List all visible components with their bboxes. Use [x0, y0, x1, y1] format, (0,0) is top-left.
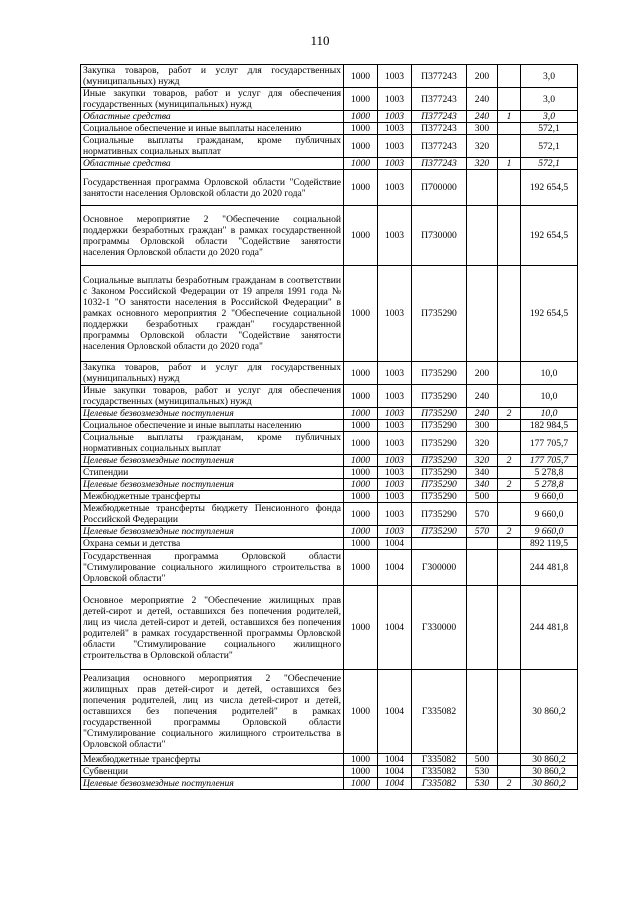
row-name-cell: Стипендии	[81, 467, 344, 479]
section-code-cell: 1000	[344, 362, 378, 385]
amount-cell: 3,0	[521, 88, 578, 111]
target-article-cell: П377243	[412, 123, 467, 135]
section-code-cell: 1000	[344, 88, 378, 111]
target-article-cell: П735290	[412, 266, 467, 362]
amount-cell: 572,1	[521, 158, 578, 170]
table-row	[81, 455, 578, 467]
row-name-cell: Целевые безвозмездные поступления	[81, 408, 344, 420]
table-row	[81, 123, 578, 135]
row-name-cell: Закупка товаров, работ и услуг для государственных (муниципальных) нужд	[81, 362, 344, 385]
funding-source-cell	[498, 467, 521, 479]
subsection-code-cell: 1003	[378, 65, 412, 88]
row-name-cell: Иные закупки товаров, работ и услуг для обеспечения государственных (муниципальных) нужд	[81, 88, 344, 111]
subsection-code-cell: 1003	[378, 111, 412, 123]
subsection-code-cell: 1003	[378, 123, 412, 135]
target-article-cell: П735290	[412, 526, 467, 538]
amount-cell: 30 860,2	[521, 778, 578, 790]
table-row	[81, 754, 578, 766]
target-article-cell: П735290	[412, 455, 467, 467]
expense-type-cell: 240	[467, 111, 498, 123]
amount-cell: 244 481,8	[521, 550, 578, 586]
amount-cell: 572,1	[521, 123, 578, 135]
section-code-cell: 1000	[344, 586, 378, 670]
funding-source-cell	[498, 362, 521, 385]
target-article-cell: П735290	[412, 503, 467, 526]
section-code-cell: 1000	[344, 123, 378, 135]
subsection-code-cell: 1004	[378, 550, 412, 586]
amount-cell: 9 660,0	[521, 491, 578, 503]
expense-type-cell	[467, 206, 498, 266]
subsection-code-cell: 1003	[378, 432, 412, 455]
table-row	[81, 503, 578, 526]
row-name-cell: Социальные выплаты гражданам, кроме публичных нормативных социальных выплат	[81, 135, 344, 158]
amount-cell: 192 654,5	[521, 266, 578, 362]
funding-source-cell	[498, 754, 521, 766]
subsection-code-cell: 1003	[378, 170, 412, 206]
amount-cell: 30 860,2	[521, 670, 578, 754]
section-code-cell: 1000	[344, 670, 378, 754]
expense-type-cell: 570	[467, 503, 498, 526]
expense-type-cell: 530	[467, 778, 498, 790]
subsection-code-cell: 1003	[378, 385, 412, 408]
table-row	[81, 432, 578, 455]
subsection-code-cell: 1003	[378, 408, 412, 420]
funding-source-cell: 2	[498, 778, 521, 790]
expense-type-cell: 340	[467, 467, 498, 479]
target-article-cell: П700000	[412, 170, 467, 206]
target-article-cell: Г300000	[412, 550, 467, 586]
section-code-cell: 1000	[344, 111, 378, 123]
expense-type-cell: 300	[467, 123, 498, 135]
row-name-cell: Областные средства	[81, 111, 344, 123]
subsection-code-cell: 1003	[378, 467, 412, 479]
funding-source-cell	[498, 170, 521, 206]
table-row	[81, 550, 578, 586]
section-code-cell: 1000	[344, 135, 378, 158]
target-article-cell: П735290	[412, 467, 467, 479]
row-name-cell: Социальные выплаты безработным гражданам в соответствии с Законом Российской Федерации от 19 апреля 1991 года № 1032-1 "О занятости населения в Российской Федерации" в рамках основного мероприятия 2 "Обеспечение социальной поддержки безработных граждан" государственной программы Орловской области "Содействие занятости населения Орловской области до 2020 года"	[81, 266, 344, 362]
table-row	[81, 538, 578, 550]
target-article-cell: П735290	[412, 408, 467, 420]
row-name-cell: Государственная программа Орловской области "Стимулирование социального жилищного строительства в Орловской области"	[81, 550, 344, 586]
budget-table	[80, 64, 578, 790]
section-code-cell: 1000	[344, 766, 378, 778]
table-row	[81, 408, 578, 420]
row-name-cell: Основное мероприятие 2 "Обеспечение жилищных прав детей-сирот и детей, оставшихся без попечения родителей, лиц из числа детей-сирот и детей, оставшихся без попечения родителей" в рамках государственной программы Орловской области "Стимулирование социального жилищного строительства в Орловской области"	[81, 586, 344, 670]
amount-cell: 10,0	[521, 385, 578, 408]
expense-type-cell: 200	[467, 65, 498, 88]
row-name-cell: Реализация основного мероприятия 2 "Обеспечение жилищных прав детей-сирот и детей, оставшихся без попечения родителей, лиц из числа детей-сирот и детей, оставшихся без попечения родителей" в рамках государственной программы Орловской области "Стимулирование социального жилищного строительства в Орловской области"	[81, 670, 344, 754]
target-article-cell: Г335082	[412, 778, 467, 790]
subsection-code-cell: 1003	[378, 479, 412, 491]
funding-source-cell	[498, 420, 521, 432]
target-article-cell: П730000	[412, 206, 467, 266]
funding-source-cell: 2	[498, 526, 521, 538]
table-row	[81, 135, 578, 158]
expense-type-cell	[467, 670, 498, 754]
target-article-cell: П735290	[412, 362, 467, 385]
section-code-cell: 1000	[344, 479, 378, 491]
section-code-cell: 1000	[344, 266, 378, 362]
row-name-cell: Иные закупки товаров, работ и услуг для обеспечения государственных (муниципальных) нужд	[81, 385, 344, 408]
expense-type-cell: 320	[467, 432, 498, 455]
row-name-cell: Закупка товаров, работ и услуг для государственных (муниципальных) нужд	[81, 65, 344, 88]
subsection-code-cell: 1003	[378, 206, 412, 266]
row-name-cell: Областные средства	[81, 158, 344, 170]
row-name-cell: Социальное обеспечение и иные выплаты населению	[81, 123, 344, 135]
subsection-code-cell: 1003	[378, 455, 412, 467]
expense-type-cell: 570	[467, 526, 498, 538]
expense-type-cell	[467, 538, 498, 550]
table-row	[81, 670, 578, 754]
row-name-cell: Основное мероприятие 2 "Обеспечение социальной поддержки безработных граждан" в рамках государственной программы Орловской области "Содействие занятости населения Орловской области до 2020 года"	[81, 206, 344, 266]
expense-type-cell: 500	[467, 491, 498, 503]
section-code-cell: 1000	[344, 170, 378, 206]
subsection-code-cell: 1004	[378, 670, 412, 754]
amount-cell: 892 119,5	[521, 538, 578, 550]
amount-cell: 9 660,0	[521, 503, 578, 526]
table-row	[81, 420, 578, 432]
funding-source-cell: 1	[498, 158, 521, 170]
expense-type-cell: 320	[467, 455, 498, 467]
section-code-cell: 1000	[344, 408, 378, 420]
funding-source-cell	[498, 491, 521, 503]
section-code-cell: 1000	[344, 538, 378, 550]
row-name-cell: Целевые безвозмездные поступления	[81, 778, 344, 790]
amount-cell: 572,1	[521, 135, 578, 158]
table-row	[81, 206, 578, 266]
funding-source-cell	[498, 385, 521, 408]
subsection-code-cell: 1003	[378, 526, 412, 538]
target-article-cell: П377243	[412, 158, 467, 170]
funding-source-cell	[498, 266, 521, 362]
target-article-cell	[412, 538, 467, 550]
target-article-cell: П377243	[412, 111, 467, 123]
table-row	[81, 467, 578, 479]
funding-source-cell: 2	[498, 479, 521, 491]
amount-cell: 5 278,8	[521, 479, 578, 491]
budget-table-body	[81, 65, 578, 790]
funding-source-cell: 2	[498, 455, 521, 467]
table-row	[81, 491, 578, 503]
funding-source-cell	[498, 135, 521, 158]
section-code-cell: 1000	[344, 206, 378, 266]
section-code-cell: 1000	[344, 503, 378, 526]
row-name-cell: Межбюджетные трансферты	[81, 491, 344, 503]
section-code-cell: 1000	[344, 65, 378, 88]
expense-type-cell: 300	[467, 420, 498, 432]
section-code-cell: 1000	[344, 420, 378, 432]
target-article-cell: П377243	[412, 135, 467, 158]
funding-source-cell	[498, 670, 521, 754]
target-article-cell: П735290	[412, 491, 467, 503]
target-article-cell: Г335082	[412, 754, 467, 766]
expense-type-cell: 200	[467, 362, 498, 385]
section-code-cell: 1000	[344, 491, 378, 503]
funding-source-cell	[498, 88, 521, 111]
table-row	[81, 170, 578, 206]
row-name-cell: Межбюджетные трансферты бюджету Пенсионного фонда Российской Федерации	[81, 503, 344, 526]
expense-type-cell: 530	[467, 766, 498, 778]
subsection-code-cell: 1004	[378, 538, 412, 550]
amount-cell: 10,0	[521, 362, 578, 385]
section-code-cell: 1000	[344, 158, 378, 170]
amount-cell: 9 660,0	[521, 526, 578, 538]
subsection-code-cell: 1003	[378, 158, 412, 170]
expense-type-cell: 320	[467, 135, 498, 158]
target-article-cell: Г335082	[412, 670, 467, 754]
section-code-cell: 1000	[344, 754, 378, 766]
table-row	[81, 526, 578, 538]
expense-type-cell: 500	[467, 754, 498, 766]
section-code-cell: 1000	[344, 526, 378, 538]
row-name-cell: Государственная программа Орловской области "Содействие занятости населения Орловской области до 2020 года"	[81, 170, 344, 206]
section-code-cell: 1000	[344, 432, 378, 455]
table-row	[81, 362, 578, 385]
funding-source-cell: 1	[498, 111, 521, 123]
target-article-cell: Г335082	[412, 766, 467, 778]
amount-cell: 3,0	[521, 111, 578, 123]
table-row	[81, 266, 578, 362]
section-code-cell: 1000	[344, 455, 378, 467]
target-article-cell: П735290	[412, 385, 467, 408]
subsection-code-cell: 1004	[378, 754, 412, 766]
expense-type-cell: 240	[467, 385, 498, 408]
subsection-code-cell: 1003	[378, 420, 412, 432]
table-row	[81, 586, 578, 670]
subsection-code-cell: 1004	[378, 778, 412, 790]
expense-type-cell: 320	[467, 158, 498, 170]
subsection-code-cell: 1004	[378, 586, 412, 670]
amount-cell: 10,0	[521, 408, 578, 420]
row-name-cell: Межбюджетные трансферты	[81, 754, 344, 766]
target-article-cell: П735290	[412, 420, 467, 432]
funding-source-cell	[498, 432, 521, 455]
table-row	[81, 479, 578, 491]
amount-cell: 30 860,2	[521, 754, 578, 766]
row-name-cell: Целевые безвозмездные поступления	[81, 479, 344, 491]
funding-source-cell	[498, 538, 521, 550]
table-row	[81, 778, 578, 790]
target-article-cell: П735290	[412, 479, 467, 491]
funding-source-cell	[498, 586, 521, 670]
funding-source-cell	[498, 65, 521, 88]
row-name-cell: Социальное обеспечение и иные выплаты населению	[81, 420, 344, 432]
funding-source-cell: 2	[498, 408, 521, 420]
section-code-cell: 1000	[344, 385, 378, 408]
row-name-cell: Целевые безвозмездные поступления	[81, 455, 344, 467]
expense-type-cell	[467, 550, 498, 586]
expense-type-cell	[467, 266, 498, 362]
subsection-code-cell: 1003	[378, 491, 412, 503]
amount-cell: 244 481,8	[521, 586, 578, 670]
subsection-code-cell: 1003	[378, 362, 412, 385]
amount-cell: 192 654,5	[521, 170, 578, 206]
section-code-cell: 1000	[344, 550, 378, 586]
expense-type-cell: 240	[467, 408, 498, 420]
subsection-code-cell: 1003	[378, 503, 412, 526]
expense-type-cell	[467, 586, 498, 670]
target-article-cell: П735290	[412, 432, 467, 455]
section-code-cell: 1000	[344, 778, 378, 790]
funding-source-cell	[498, 503, 521, 526]
expense-type-cell: 340	[467, 479, 498, 491]
subsection-code-cell: 1003	[378, 135, 412, 158]
subsection-code-cell: 1003	[378, 88, 412, 111]
row-name-cell: Субвенции	[81, 766, 344, 778]
amount-cell: 177 705,7	[521, 455, 578, 467]
funding-source-cell	[498, 206, 521, 266]
amount-cell: 3,0	[521, 65, 578, 88]
row-name-cell: Охрана семьи и детства	[81, 538, 344, 550]
subsection-code-cell: 1004	[378, 766, 412, 778]
table-row	[81, 385, 578, 408]
target-article-cell: Г330000	[412, 586, 467, 670]
funding-source-cell	[498, 766, 521, 778]
page-number: 110	[310, 33, 330, 48]
expense-type-cell	[467, 170, 498, 206]
table-row	[81, 766, 578, 778]
funding-source-cell	[498, 123, 521, 135]
amount-cell: 192 654,5	[521, 206, 578, 266]
funding-source-cell	[498, 550, 521, 586]
amount-cell: 182 984,5	[521, 420, 578, 432]
subsection-code-cell: 1003	[378, 266, 412, 362]
table-row	[81, 65, 578, 88]
amount-cell: 5 278,8	[521, 467, 578, 479]
table-row	[81, 88, 578, 111]
section-code-cell: 1000	[344, 467, 378, 479]
amount-cell: 177 705,7	[521, 432, 578, 455]
amount-cell: 30 860,2	[521, 766, 578, 778]
row-name-cell: Целевые безвозмездные поступления	[81, 526, 344, 538]
target-article-cell: П377243	[412, 65, 467, 88]
target-article-cell: П377243	[412, 88, 467, 111]
row-name-cell: Социальные выплаты гражданам, кроме публичных нормативных социальных выплат	[81, 432, 344, 455]
table-row	[81, 158, 578, 170]
table-row	[81, 111, 578, 123]
expense-type-cell: 240	[467, 88, 498, 111]
